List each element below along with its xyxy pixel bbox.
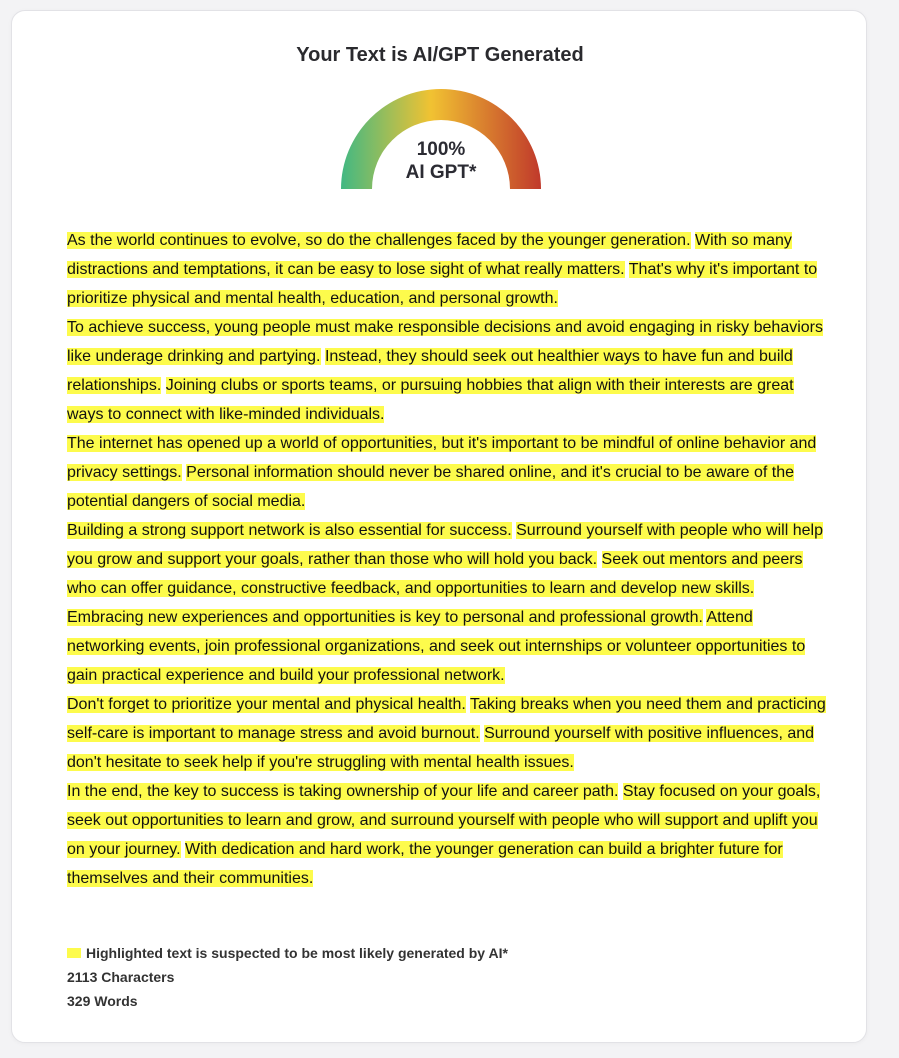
highlight-swatch [67,948,81,958]
highlighted-sentence: Attend networking events, join professional organizations, and seek out internships or volunteer opportunities to gain practical experience and build your professional network. [67,609,806,684]
highlighted-sentence: Personal information should never be shared online, and it's crucial to be aware of the potential dangers of social media. [67,464,795,510]
character-count: 2113 Characters [67,969,175,985]
text-paragraph [67,313,827,429]
gauge-value [340,138,542,184]
text-paragraph [67,690,827,777]
result-footer [67,941,508,1013]
text-paragraph [67,516,827,603]
text-paragraph [67,603,827,690]
gauge-percent: 100% [416,139,466,160]
word-count: 329 Words [67,993,138,1009]
highlighted-sentence: That's why it's important to prioritize physical and mental health, education, and personal growth. [67,261,818,307]
gauge-label: AI GPT* [405,162,477,183]
highlighted-sentence: To achieve success, young people must make responsible decisions and avoid engaging in risky behaviors like underage drinking and partying. [67,319,823,365]
highlighted-sentence: Taking breaks when you need them and practicing self-care is important to manage stress and avoid burnout. [67,696,826,742]
highlighted-sentence: Stay focused on your goals, seek out opportunities to learn and grow, and surround yourself with people who will support and uplift you on your journey. [67,783,821,858]
highlighted-sentence: As the world continues to evolve, so do the challenges faced by the younger generation. [67,232,691,249]
highlighted-sentence: In the end, the key to success is taking ownership of your life and career path. [67,783,619,800]
text-paragraph [67,777,827,893]
highlighted-sentence: Surround yourself with people who will help you grow and support your goals, rather than those who will hold you back. [67,522,823,568]
highlighted-sentence: Joining clubs or sports teams, or pursuing hobbies that align with their interests are great ways to connect with like-minded individuals. [67,377,794,423]
highlighted-sentence: Seek out mentors and peers who can offer guidance, constructive feedback, and opportunities to learn and develop new skills. [67,551,803,597]
highlighted-sentence: Don't forget to prioritize your mental and physical health. [67,696,466,713]
highlighted-sentence: Building a strong support network is also essential for success. [67,522,512,539]
result-title: Your Text is AI/GPT Generated [296,44,584,66]
highlighted-sentence: Embracing new experiences and opportunities is key to personal and professional growth. [67,609,703,626]
highlighted-sentence: With so many distractions and temptations, it can be easy to lose sight of what really matters. [67,232,792,278]
legend-text: Highlighted text is suspected to be most likely generated by AI* [86,945,508,961]
text-paragraph [67,226,827,313]
highlighted-sentence: Surround yourself with positive influences, and don't hesitate to seek help if you're struggling with mental health issues. [67,725,815,771]
analyzed-text [67,226,827,893]
highlighted-sentence: Instead, they should seek out healthier ways to have fun and build relationships. [67,348,793,394]
highlight-legend [67,941,508,965]
text-paragraph [67,429,827,516]
result-card [11,10,867,1043]
highlighted-sentence: With dedication and hard work, the younger generation can build a brighter future for themselves and their communities. [67,841,783,887]
highlighted-sentence: The internet has opened up a world of opportunities, but it's important to be mindful of online behavior and privacy settings. [67,435,817,481]
ai-gauge [340,85,542,189]
